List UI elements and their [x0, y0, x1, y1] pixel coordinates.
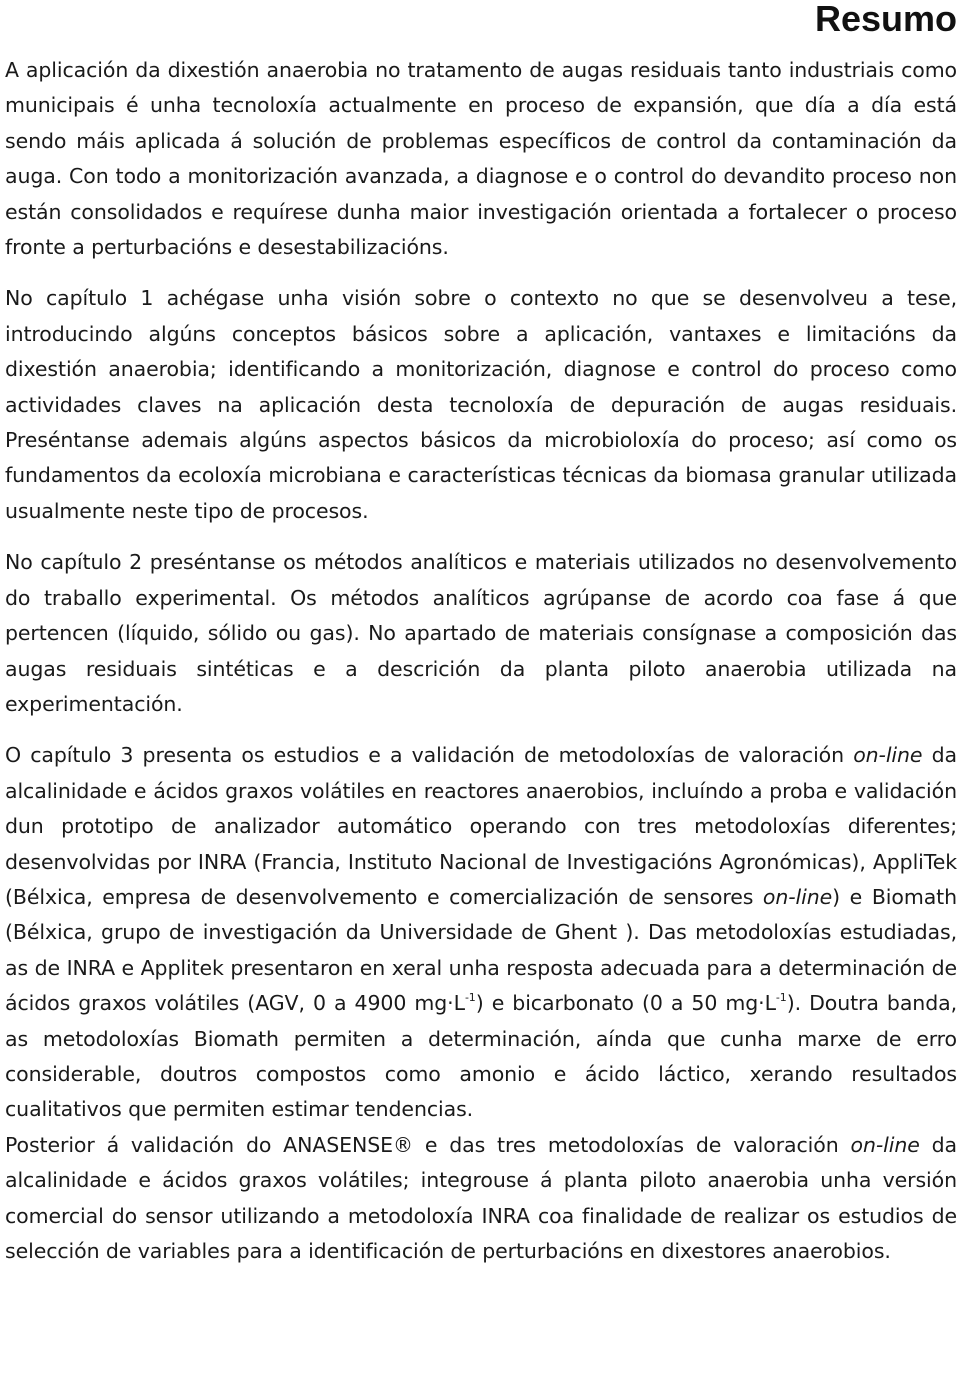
registered-mark: ® — [393, 1132, 413, 1157]
superscript-exponent: -1 — [775, 991, 787, 1005]
text-run: ) e Biomath (Bélxica, grupo de investigación da Universidade de Ghent ). Das metodoloxías estudiadas, as de INRA e Applitek presentaron en xeral unha resposta adecuada para a determinación de ácidos graxos volátiles (AGV, 0 a 4900 mg·L — [5, 884, 957, 1016]
text-run: da alcalinidade e ácidos graxos volátiles en reactores anaerobios, incluíndo a proba e validación dun prototipo de analizador automático operando con tres metodoloxías diferentes; desenvolvidas por INRA (Francia, Instituto Nacional de Investigacións Agronómicas), AppliTek (Bélxica, empresa de desenvolvemento e comercialización de sensores — [5, 743, 958, 909]
paragraph-anasense — [5, 1128, 957, 1270]
paragraph-intro: A aplicación da dixestión anaerobia no tratamento de augas residuais tanto industriais como municipais é unha tecnoloxía actualmente en proceso de expansión, que día a día está sendo máis aplicada á solución de problemas específicos de control da contaminación da auga. Con todo a monitorización avanzada, a diagnose e o control do devandito proceso non están consolidados e requírese dunha maior investigación orientada a fortalecer o proceso fronte a perturbacións e desestabilizacións. — [5, 58, 957, 260]
text-run: e das tres metodoloxías de valoración — [412, 1132, 851, 1157]
paragraph-chapter-1: No capítulo 1 achégase unha visión sobre o contexto no que se desenvolveu a tese, introducindo algúns conceptos básicos sobre a aplicación, vantaxes e limitacións da dixestión anaerobia; identificando a monitorización, diagnose e control do proceso como actividades claves na aplicación desta tecnoloxía de depuración de augas residuais. Preséntanse ademais algúns aspectos básicos da microbioloxía do proceso; así como os fundamentos da ecoloxía microbiana e características técnicas da biomasa granular utilizada usualmente neste tipo de procesos. — [5, 286, 957, 523]
superscript-exponent: -1 — [464, 991, 476, 1005]
paragraph-chapter-3 — [5, 738, 957, 1127]
text-run: ). Doutra banda, as metodoloxías Biomath permiten a determinación, aínda que cunha marxe de erro considerable, doutros compostos como amonio e ácido láctico, xerando resultados cualitativos que permiten estimar tendencias. — [5, 991, 957, 1122]
text-run: ) e bicarbonato (0 a 50 mg·L — [475, 991, 776, 1016]
text-run: Posterior á validación do ANASENSE — [5, 1132, 394, 1157]
text-run: da alcalinidade e ácidos graxos volátiles; integrouse á planta piloto anaerobia unha versión comercial do sensor utilizando a metodoloxía INRA coa finalidade de realizar os estudios de selección de variables para a identificación de perturbacións en dixestores anaerobios. — [5, 1132, 957, 1263]
page-title: Resumo — [814, 0, 957, 39]
text-run: O capítulo 3 presenta os estudios e a validación de metodoloxías de valoración — [5, 743, 854, 768]
italic-run: on-line — [762, 884, 833, 909]
document-page — [5, 0, 957, 1269]
paragraph-chapter-2: No capítulo 2 preséntanse os métodos analíticos e materiais utilizados no desenvolvemento do traballo experimental. Os métodos analíticos agrúpanse de acordo coa fase á que pertencen (líquido, sólido ou gas). No apartado de materiais consígnase a composición das augas residuais sintéticas e a descrición da planta piloto anaerobia utilizada na experimentación. — [5, 550, 957, 716]
italic-run: on-line — [850, 1132, 920, 1157]
italic-run: on-line — [853, 743, 923, 768]
